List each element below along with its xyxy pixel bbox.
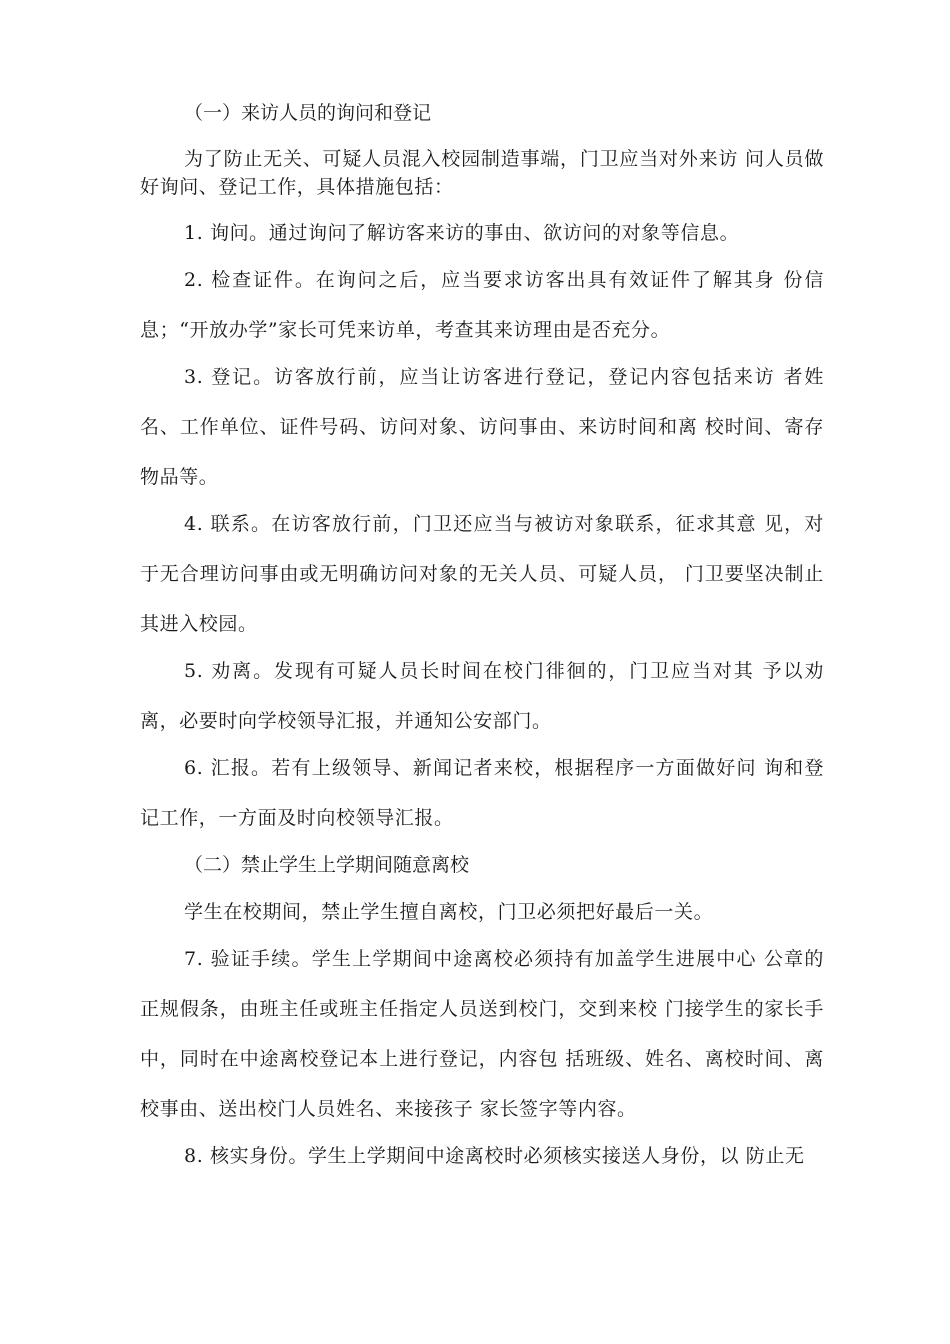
item-4-contact: 4. 联系。在访客放行前，门卫还应当与被访对象联系，征求其意 见，对于无合理访问事由或无明确访问对象的无关人员、可疑人员， 门卫要坚决制止其进入校园。 xyxy=(140,513,824,635)
document-page xyxy=(140,98,824,1188)
intro-paragraph-1: 为了防止无关、可疑人员混入校园制造事端，门卫应当对外来访 问人员做好询问、登记工作，具体措施包括： xyxy=(140,148,824,198)
item-3-register: 3. 登记。访客放行前，应当让访客进行登记，登记内容包括来访 者姓名、工作单位、证件号码、访问对象、访问事由、来访时间和离 校时间、寄存物品等。 xyxy=(140,366,824,488)
intro-paragraph-2: 学生在校期间，禁止学生擅自离校，门卫必须把好最后一关。 xyxy=(184,901,714,923)
section-heading-1: （一）来访人员的询问和登记 xyxy=(184,102,432,124)
section-heading-2: （二）禁止学生上学期间随意离校 xyxy=(184,854,470,876)
item-1-inquiry: 1. 询问。通过询问了解访客来访的事由、欲访问的对象等信息。 xyxy=(184,222,740,244)
item-8-identity: 8. 核实身份。学生上学期间中途离校时必须核实接送人身份，以 防止无 xyxy=(184,1145,805,1167)
item-2-check-id: 2. 检查证件。在询问之后，应当要求访客出具有效证件了解其身 份信息；“开放办学”家长可凭来访单，考查其来访理由是否充分。 xyxy=(140,269,824,341)
item-7-verify: 7. 验证手续。学生上学期间中途离校必须持有加盖学生进展中心 公章的正规假条，由班主任或班主任指定人员送到校门，交到来校 门接学生的家长手中，同时在中途离校登记本上进行登记，内容包 括班级、姓名、离校时间、离校事由、送出校门人员姓名、来接孩子 家长签字等内容。 xyxy=(140,948,824,1120)
item-5-dissuade: 5. 劝离。发现有可疑人员长时间在校门徘徊的，门卫应当对其 予以劝离，必要时向学校领导汇报，并通知公安部门。 xyxy=(140,660,824,732)
item-6-report: 6. 汇报。若有上级领导、新闻记者来校，根据程序一方面做好问 询和登记工作，一方面及时向校领导汇报。 xyxy=(140,757,824,829)
